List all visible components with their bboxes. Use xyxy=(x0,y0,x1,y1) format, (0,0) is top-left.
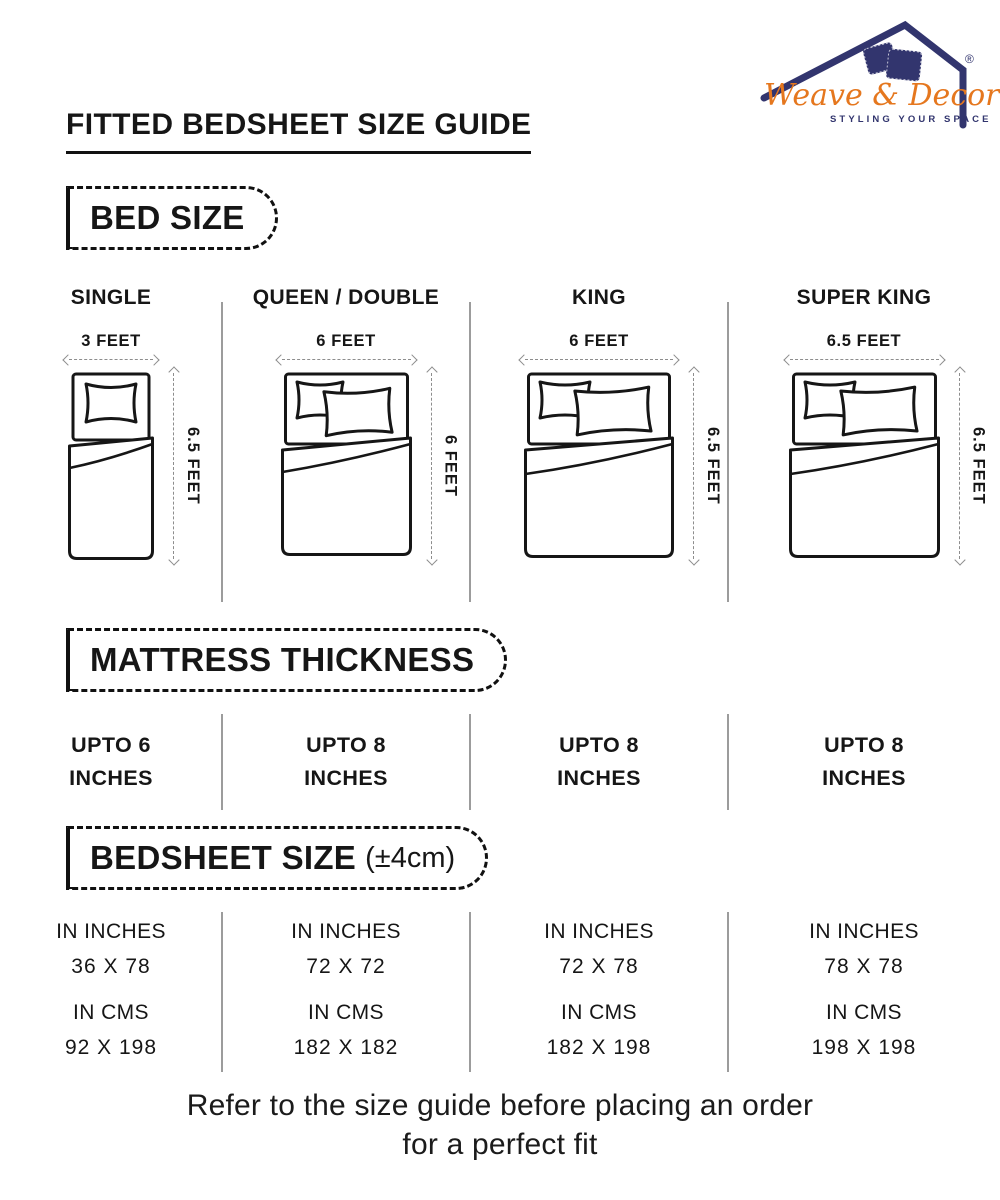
queen-bed-illustration xyxy=(281,372,412,556)
cms-label: IN CMS xyxy=(73,1001,149,1024)
width-feet-label: 6 FEET xyxy=(569,332,629,350)
thickness-unit: INCHES xyxy=(557,766,641,790)
height-dimension xyxy=(954,368,988,564)
inches-label: IN INCHES xyxy=(291,920,401,943)
brand-name: Weave & Decor xyxy=(764,78,1000,113)
logo-pillows-icon xyxy=(862,42,922,82)
height-dimension xyxy=(426,368,460,564)
height-arrow-icon xyxy=(954,368,966,564)
bedsheet-size-tolerance: (±4cm) xyxy=(365,841,456,874)
bed-column-queen-double xyxy=(222,284,470,614)
bed-column-king xyxy=(470,284,728,614)
brand-tagline: STYLING YOUR SPACE xyxy=(830,114,992,125)
cms-value: 182 X 198 xyxy=(546,1036,652,1059)
cms-value: 198 X 198 xyxy=(811,1036,917,1059)
thickness-unit: INCHES xyxy=(822,766,906,790)
thickness-cell-super-king xyxy=(728,729,1000,795)
mattress-thickness-section-label: MATTRESS THICKNESS xyxy=(90,641,475,678)
width-feet-label: 3 FEET xyxy=(81,332,141,350)
width-arrow-icon xyxy=(520,354,678,366)
width-dimension xyxy=(64,332,158,366)
width-dimension xyxy=(277,332,416,366)
thickness-value: UPTO 8 xyxy=(306,733,386,757)
width-feet-label: 6.5 FEET xyxy=(826,332,902,350)
height-arrow-icon xyxy=(168,368,180,564)
sheet-size-cell-super-king xyxy=(728,908,1000,1072)
height-arrow-icon xyxy=(688,368,700,564)
height-dimension xyxy=(688,368,722,564)
width-arrow-icon xyxy=(785,354,944,366)
width-feet-label: 6 FEET xyxy=(316,332,376,350)
bedsheet-size-section-badge xyxy=(66,826,488,890)
thickness-cell-single xyxy=(0,729,222,795)
mattress-thickness-grid xyxy=(0,714,1000,810)
height-feet-label: 6.5 FEET xyxy=(969,427,988,505)
thickness-cell-king xyxy=(470,729,728,795)
bed-type-label: SINGLE xyxy=(70,286,152,309)
thickness-cell-queen-double xyxy=(222,729,470,795)
width-arrow-icon xyxy=(64,354,158,366)
cms-label: IN CMS xyxy=(561,1001,637,1024)
bed-size-section-label: BED SIZE xyxy=(90,199,245,236)
king-bed-illustration xyxy=(524,372,674,558)
height-dimension xyxy=(168,368,202,564)
inches-value: 36 X 78 xyxy=(71,955,151,978)
bed-type-label: QUEEN / DOUBLE xyxy=(252,286,440,309)
footer-line-2: for a perfect fit xyxy=(402,1128,598,1161)
registered-mark: ® xyxy=(965,52,974,66)
footer-line-1: Refer to the size guide before placing an order xyxy=(186,1089,814,1122)
height-feet-label: 6.5 FEET xyxy=(184,427,202,505)
inches-value: 72 X 72 xyxy=(306,955,386,978)
bed-type-label: KING xyxy=(571,286,627,309)
inches-label: IN INCHES xyxy=(56,920,166,943)
super-king-bed-illustration xyxy=(789,372,940,558)
bedsheet-size-grid xyxy=(0,908,1000,1072)
single-bed-illustration xyxy=(68,372,154,560)
cms-value: 92 X 198 xyxy=(64,1036,158,1059)
sheet-size-cell-queen-double xyxy=(222,908,470,1072)
width-dimension xyxy=(520,332,678,366)
cms-label: IN CMS xyxy=(826,1001,902,1024)
thickness-unit: INCHES xyxy=(304,766,388,790)
page-title: FITTED BEDSHEET SIZE GUIDE xyxy=(66,108,531,154)
bedsheet-size-section-label: BEDSHEET SIZE xyxy=(90,839,357,876)
thickness-value: UPTO 6 xyxy=(71,733,151,757)
bed-size-section-badge xyxy=(66,186,278,250)
brand-logo xyxy=(722,10,1000,130)
thickness-value: UPTO 8 xyxy=(559,733,639,757)
bed-column-single xyxy=(0,284,222,614)
bed-size-grid xyxy=(0,284,1000,614)
inches-value: 78 X 78 xyxy=(824,955,904,978)
thickness-value: UPTO 8 xyxy=(824,733,904,757)
bed-type-label: SUPER KING xyxy=(796,286,932,309)
sheet-size-cell-king xyxy=(470,908,728,1072)
height-feet-label: 6 FEET xyxy=(441,435,460,497)
bed-column-super-king xyxy=(728,284,1000,614)
cms-label: IN CMS xyxy=(308,1001,384,1024)
inches-value: 72 X 78 xyxy=(559,955,639,978)
mattress-thickness-section-badge xyxy=(66,628,507,692)
inches-label: IN INCHES xyxy=(809,920,919,943)
width-arrow-icon xyxy=(277,354,416,366)
sheet-size-cell-single xyxy=(0,908,222,1072)
cms-value: 182 X 182 xyxy=(293,1036,399,1059)
inches-label: IN INCHES xyxy=(544,920,654,943)
height-arrow-icon xyxy=(426,368,438,564)
footer-note xyxy=(0,1086,1000,1164)
thickness-unit: INCHES xyxy=(69,766,153,790)
width-dimension xyxy=(785,332,944,366)
height-feet-label: 6.5 FEET xyxy=(704,427,722,505)
